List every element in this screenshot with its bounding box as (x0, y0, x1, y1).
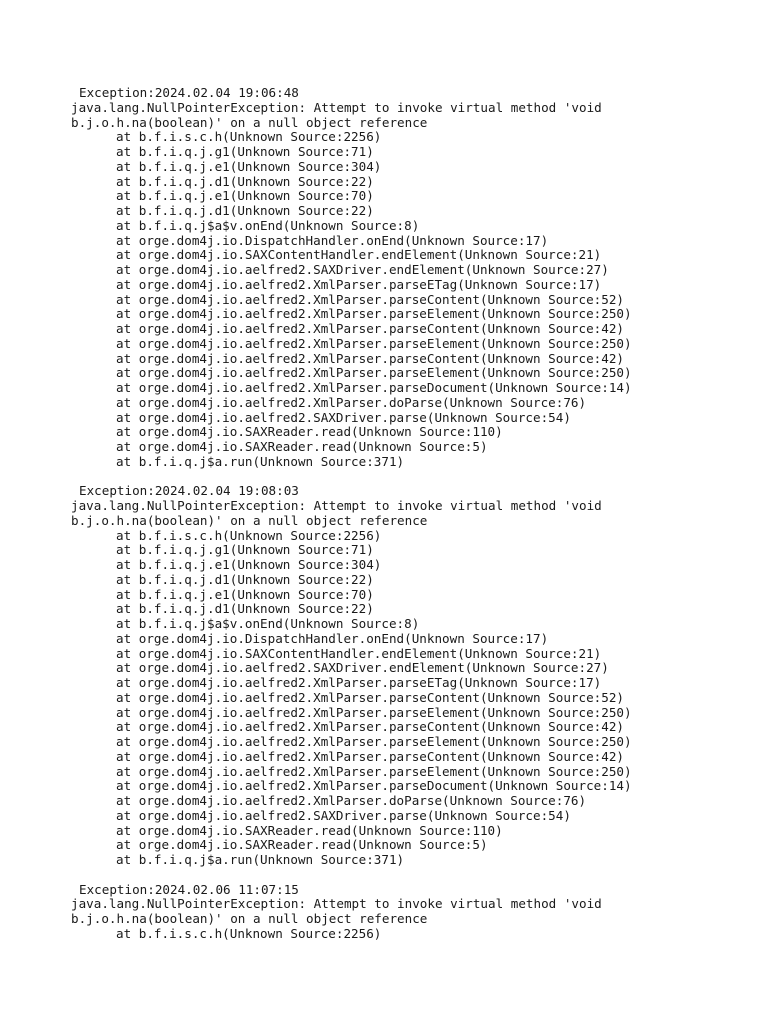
stack-frame-line: at b.f.i.q.j$a.run(Unknown Source:371) (116, 852, 405, 867)
stack-frame-line: at b.f.i.q.j.e1(Unknown Source:70) (116, 586, 374, 602)
stack-frame-line: at orge.dom4j.io.aelfred2.XmlParser.parseDocument(Unknown Source:14) (116, 778, 632, 794)
stack-frame-line: at orge.dom4j.io.aelfred2.XmlParser.parseContent(Unknown Source:52) (116, 689, 624, 705)
exception-block (71, 484, 751, 868)
exception-message-line: java.lang.NullPointerException: Attempt to invoke virtual method 'void (71, 498, 602, 513)
stack-frame-line: at b.f.i.q.j.g1(Unknown Source:71) (116, 542, 374, 558)
exception-message-line: b.j.o.h.na(boolean)' on a null object reference (71, 114, 428, 130)
stack-frame-line: at b.f.i.q.j$a$v.onEnd(Unknown Source:8) (116, 616, 420, 631)
stack-frame-line: at orge.dom4j.io.SAXReader.read(Unknown Source:5) (116, 837, 488, 853)
stack-frame-line: at b.f.i.q.j.d1(Unknown Source:22) (116, 203, 374, 218)
stack-frame-line: at orge.dom4j.io.aelfred2.XmlParser.parseElement(Unknown Source:250) (116, 763, 632, 779)
stack-frame-line: at orge.dom4j.io.aelfred2.SAXDriver.parse(Unknown Source:54) (116, 409, 571, 425)
stack-frame-line: at b.f.i.q.j$a$v.onEnd(Unknown Source:8) (116, 217, 420, 233)
stack-frame-line: at orge.dom4j.io.aelfred2.SAXDriver.endElement(Unknown Source:27) (116, 660, 609, 676)
stack-frame-line: at orge.dom4j.io.aelfred2.XmlParser.parseElement(Unknown Source:250) (116, 306, 632, 322)
stack-frame-line: at orge.dom4j.io.aelfred2.XmlParser.parseElement(Unknown Source:250) (116, 734, 632, 749)
exception-block (71, 86, 751, 470)
stack-frame-line: at orge.dom4j.io.aelfred2.XmlParser.parseETag(Unknown Source:17) (116, 675, 602, 690)
stack-frame-line: at orge.dom4j.io.SAXReader.read(Unknown Source:110) (116, 424, 503, 440)
stack-frame-line: at orge.dom4j.io.aelfred2.XmlParser.parseContent(Unknown Source:52) (116, 291, 624, 307)
exception-message-line: java.lang.NullPointerException: Attempt to invoke virtual method 'void (71, 896, 602, 912)
stack-frame-line: at orge.dom4j.io.SAXContentHandler.endElement(Unknown Source:21) (116, 645, 602, 661)
exception-timestamp-header: Exception:2024.02.04 19:06:48 (79, 85, 299, 100)
stack-frame-line: at orge.dom4j.io.DispatchHandler.onEnd(Unknown Source:17) (116, 232, 549, 248)
stack-frame-line: at b.f.i.q.j.d1(Unknown Source:22) (116, 601, 374, 617)
stack-frame-line: at b.f.i.q.j.e1(Unknown Source:304) (116, 557, 382, 572)
stack-frame-line: at b.f.i.q.j.e1(Unknown Source:304) (116, 158, 382, 174)
exception-message-line: java.lang.NullPointerException: Attempt to invoke virtual method 'void (71, 99, 602, 115)
stack-frame-line: at b.f.i.s.c.h(Unknown Source:2256) (116, 527, 382, 543)
stack-frame-line: at b.f.i.q.j.d1(Unknown Source:22) (116, 173, 374, 189)
stack-frame-line: at orge.dom4j.io.aelfred2.XmlParser.parseElement(Unknown Source:250) (116, 704, 632, 720)
stack-frame-line: at orge.dom4j.io.SAXReader.read(Unknown Source:5) (116, 439, 488, 454)
stack-frame-line: at b.f.i.q.j$a.run(Unknown Source:371) (116, 453, 405, 469)
exception-message-line: b.j.o.h.na(boolean)' on a null object reference (71, 512, 428, 528)
stack-frame-line: at orge.dom4j.io.aelfred2.XmlParser.doParse(Unknown Source:76) (116, 793, 587, 808)
exception-block (71, 883, 751, 942)
stack-frame-line: at b.f.i.q.j.g1(Unknown Source:71) (116, 144, 374, 159)
stack-frame-line: at b.f.i.q.j.d1(Unknown Source:22) (116, 571, 374, 587)
stack-frame-line: at b.f.i.q.j.e1(Unknown Source:70) (116, 188, 374, 204)
stack-frame-line: at orge.dom4j.io.SAXContentHandler.endElement(Unknown Source:21) (116, 247, 602, 263)
stack-frame-line: at orge.dom4j.io.aelfred2.XmlParser.parseContent(Unknown Source:42) (116, 321, 624, 336)
stack-frame-line: at orge.dom4j.io.aelfred2.XmlParser.parseETag(Unknown Source:17) (116, 276, 602, 292)
exception-timestamp-header: Exception:2024.02.04 19:08:03 (79, 483, 299, 499)
stack-frame-line: at b.f.i.s.c.h(Unknown Source:2256) (116, 925, 382, 941)
exception-message-line: b.j.o.h.na(boolean)' on a null object reference (71, 911, 428, 926)
stack-frame-line: at orge.dom4j.io.aelfred2.XmlParser.parseElement(Unknown Source:250) (116, 335, 632, 351)
stack-frame-line: at orge.dom4j.io.SAXReader.read(Unknown Source:110) (116, 822, 503, 838)
stack-frame-line: at orge.dom4j.io.aelfred2.XmlParser.parseContent(Unknown Source:42) (116, 748, 624, 764)
stack-frame-line: at b.f.i.s.c.h(Unknown Source:2256) (116, 129, 382, 145)
exception-timestamp-header: Exception:2024.02.06 11:07:15 (79, 881, 299, 897)
stack-frame-line: at orge.dom4j.io.aelfred2.XmlParser.parseContent(Unknown Source:42) (116, 350, 624, 366)
exception-log-document (71, 86, 751, 956)
stack-frame-line: at orge.dom4j.io.aelfred2.XmlParser.parseElement(Unknown Source:250) (116, 365, 632, 381)
stack-frame-line: at orge.dom4j.io.aelfred2.XmlParser.parseDocument(Unknown Source:14) (116, 380, 632, 395)
stack-frame-line: at orge.dom4j.io.DispatchHandler.onEnd(Unknown Source:17) (116, 630, 549, 646)
stack-frame-line: at orge.dom4j.io.aelfred2.XmlParser.parseContent(Unknown Source:42) (116, 719, 624, 735)
stack-frame-line: at orge.dom4j.io.aelfred2.SAXDriver.endElement(Unknown Source:27) (116, 262, 609, 277)
stack-frame-line: at orge.dom4j.io.aelfred2.SAXDriver.parse(Unknown Source:54) (116, 807, 571, 823)
stack-frame-line: at orge.dom4j.io.aelfred2.XmlParser.doParse(Unknown Source:76) (116, 394, 587, 410)
